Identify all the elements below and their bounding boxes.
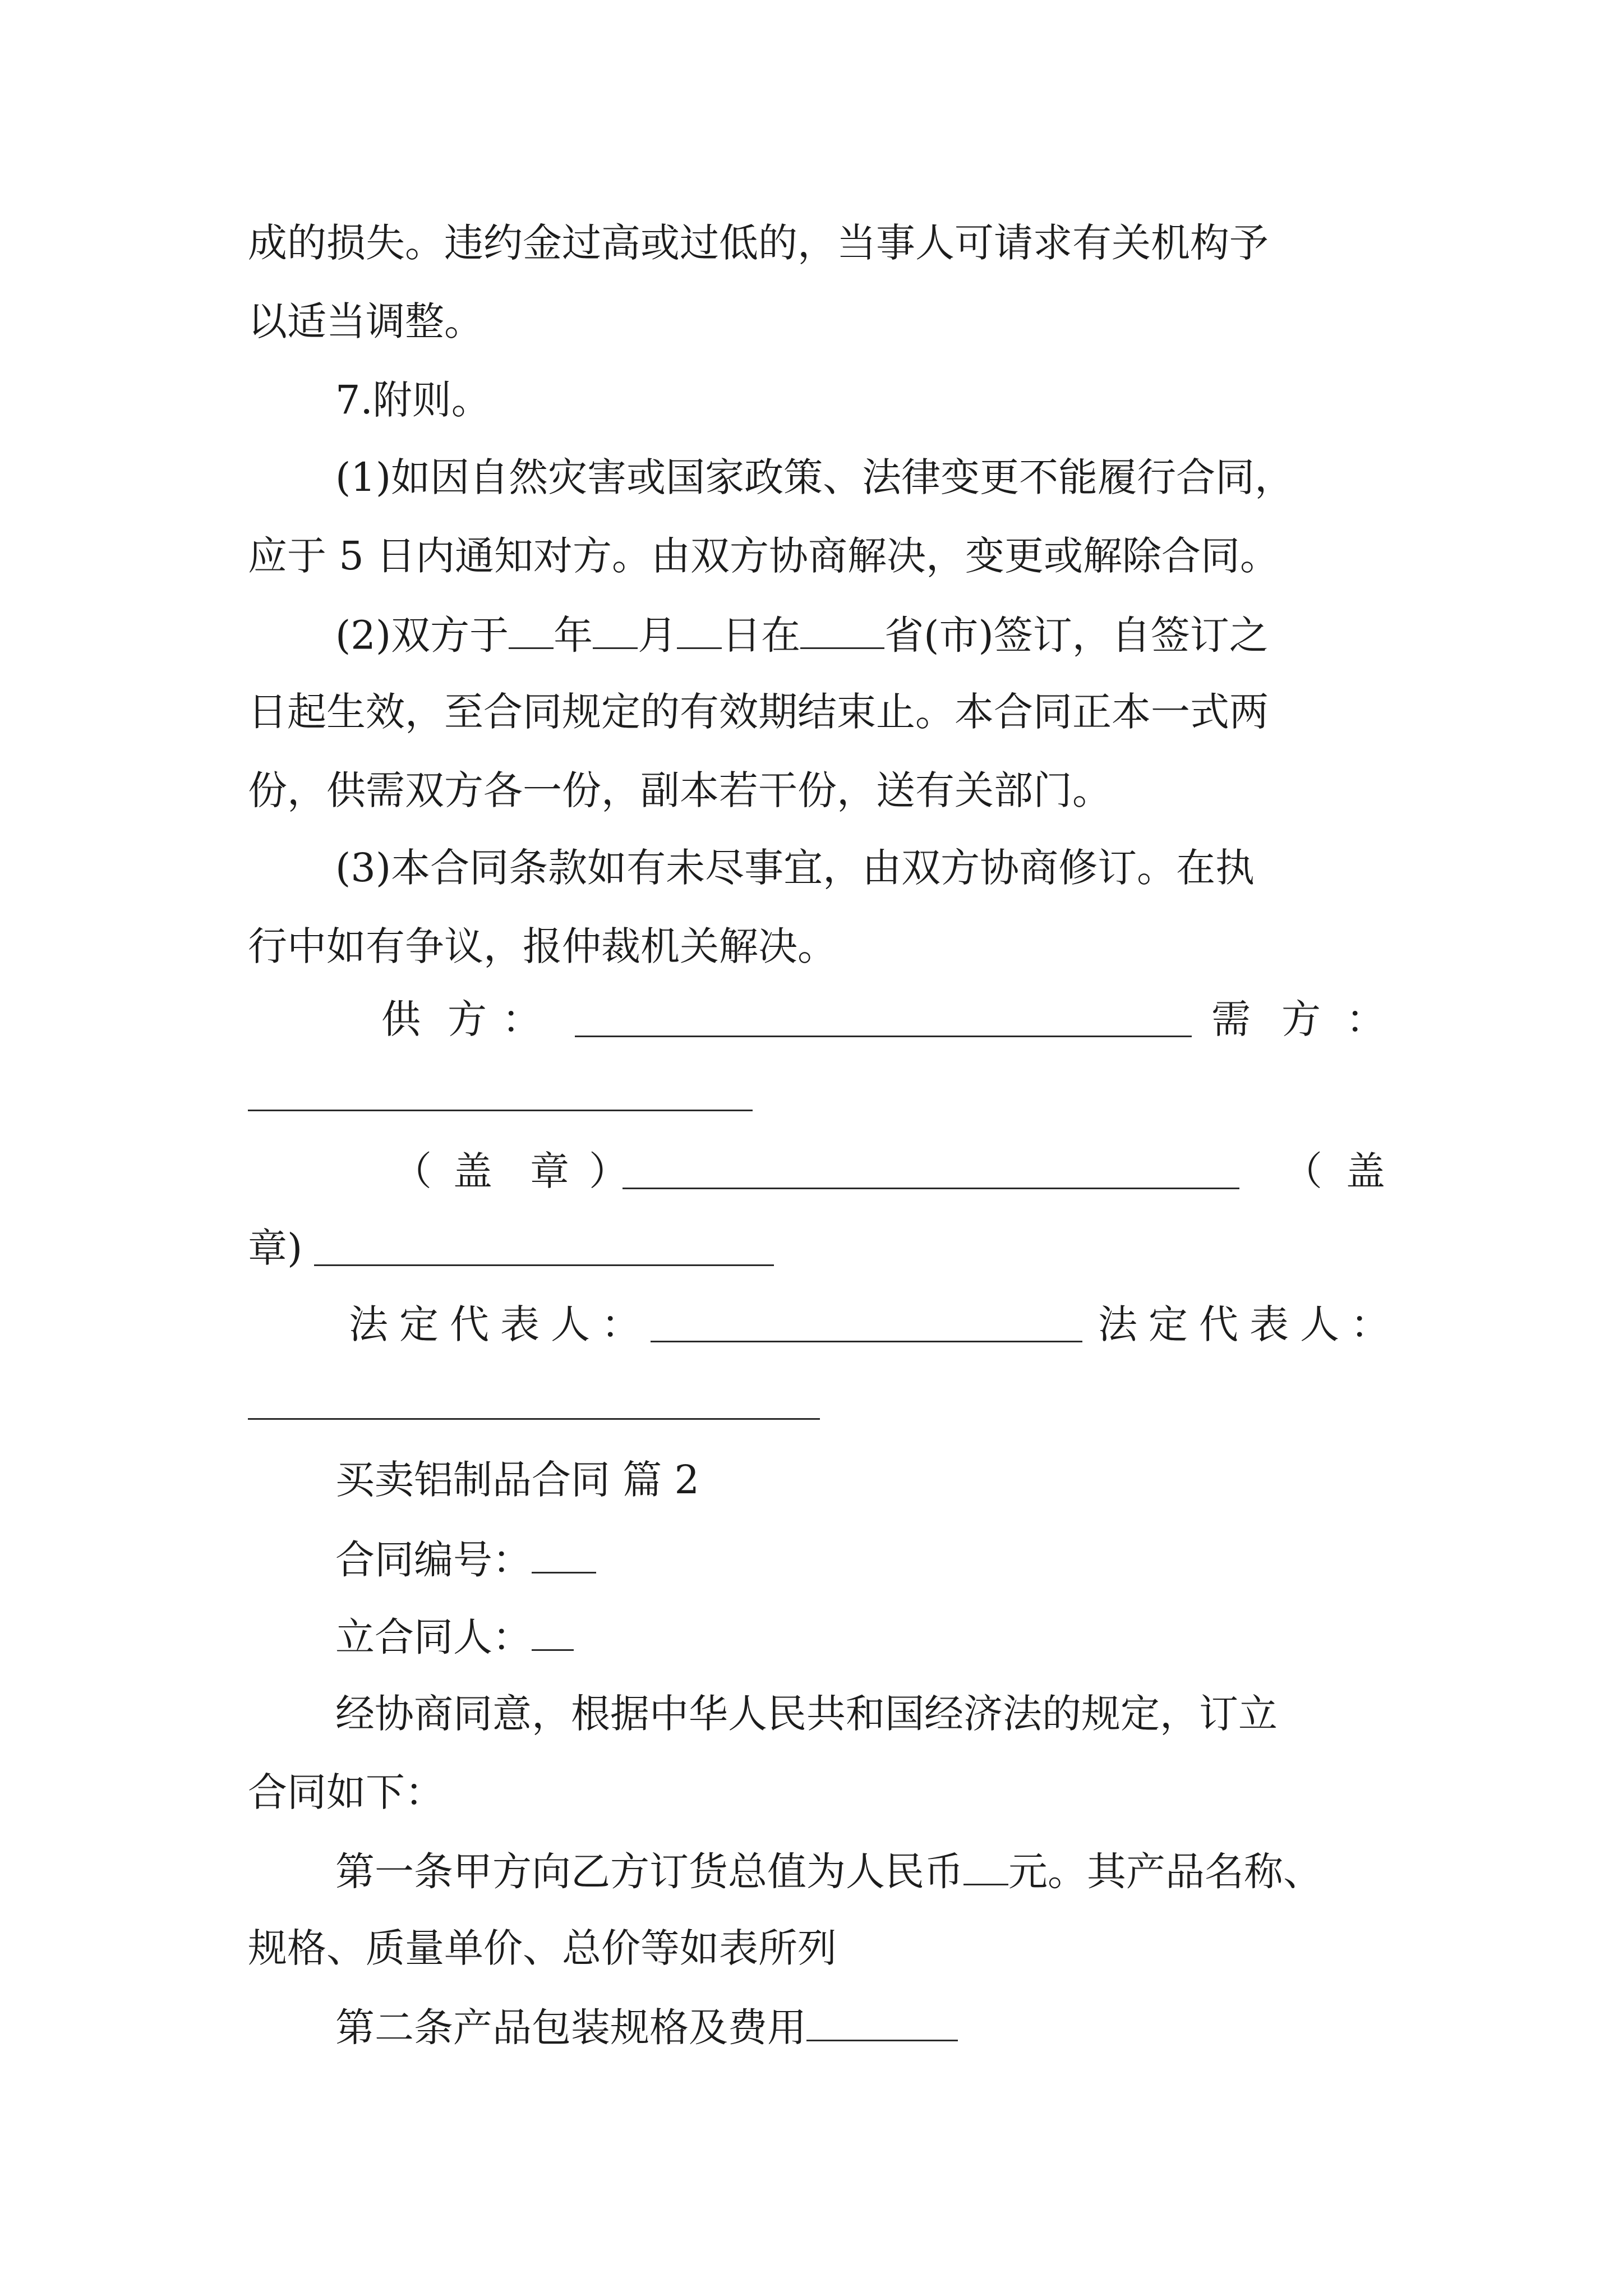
seal-paren: ） <box>589 1148 628 1194</box>
parties-label: 立合同人： <box>335 1614 532 1660</box>
month-blank <box>593 614 638 649</box>
paragraph-line: 以适当调整。 <box>248 298 483 344</box>
seal-paren: （ <box>1283 1148 1322 1194</box>
article-1-text: 第一条甲方向乙方订货总值为人民币 <box>335 1848 963 1895</box>
article-2-line <box>335 2004 958 2051</box>
clause-2-text: 省(市)签订，自签订之 <box>884 612 1269 659</box>
label-char: 定 <box>399 1301 439 1347</box>
supplier-signature-line <box>575 1036 1192 1037</box>
legal-rep-line-2 <box>248 1418 820 1420</box>
label-char: ： <box>601 1301 640 1347</box>
section-heading: 7.附则。 <box>335 377 491 423</box>
parties-line <box>335 1614 574 1660</box>
article-1-text: 元。其产品名称、 <box>1008 1848 1322 1895</box>
total-value-blank <box>963 1850 1008 1885</box>
buyer-label-char: 需 <box>1211 996 1251 1042</box>
supplier-label-char: 方 <box>448 996 487 1042</box>
contract-number-blank <box>532 1538 596 1573</box>
label-char: 人 <box>551 1301 590 1347</box>
packaging-blank <box>806 2006 958 2041</box>
buyer-signature-line <box>248 1110 753 1111</box>
label-char: 人 <box>1300 1301 1339 1347</box>
buyer-seal-line <box>314 1264 774 1266</box>
buyer-label-colon: ： <box>1346 996 1385 1042</box>
clause-2-text: 年 <box>554 612 593 659</box>
clause-2-line: 日起生效，至合同规定的有效期结束止。本合同正本一式两 <box>248 689 1269 735</box>
label-char: 代 <box>450 1301 489 1347</box>
supplier-label-char: 供 <box>381 996 421 1042</box>
clause-2-text: (2)双方于 <box>335 612 509 659</box>
contract-number-label: 合同编号： <box>335 1536 532 1583</box>
seal-char: 盖 <box>1346 1148 1385 1194</box>
seal-char: 章 <box>530 1148 569 1194</box>
article-1-line: 规格、质量单价、总价等如表所列 <box>248 1925 837 1971</box>
article-2-text: 第二条产品包装规格及费用 <box>335 2004 806 2051</box>
day-blank <box>677 614 722 649</box>
buyer-label-char: 方 <box>1281 996 1321 1042</box>
clause-2-line <box>335 612 1269 659</box>
label-char: 法 <box>349 1301 388 1347</box>
clause-2-line: 份，供需双方各一份，副本若干份，送有关部门。 <box>248 767 1112 813</box>
legal-rep-label-2 <box>1098 1301 1390 1347</box>
label-char: ： <box>1350 1301 1390 1347</box>
legal-rep-line-1 <box>651 1341 1082 1342</box>
clause-2-text: 日在 <box>722 612 801 659</box>
clause-2-text: 月 <box>638 612 677 659</box>
intro-line: 经协商同意，根据中华人民共和国经济法的规定，订立 <box>335 1691 1278 1737</box>
clause-1-line: (1)如因自然灾害或国家政策、法律变更不能履行合同， <box>335 454 1294 500</box>
contract-number-line <box>335 1536 596 1583</box>
label-char: 代 <box>1199 1301 1238 1347</box>
seal-paren: （ <box>393 1148 432 1194</box>
seal-line-continued: 章) <box>248 1225 303 1271</box>
year-blank <box>509 614 554 649</box>
part-2-title: 买卖铝制品合同 篇 2 <box>335 1457 700 1503</box>
clause-1-line: 应于 5 日内通知对方。由双方协商解决，变更或解除合同。 <box>248 533 1280 579</box>
label-char: 表 <box>1249 1301 1289 1347</box>
label-char: 定 <box>1149 1301 1188 1347</box>
label-char: 法 <box>1098 1301 1137 1347</box>
seal-char: 盖 <box>453 1148 492 1194</box>
supplier-seal-line <box>623 1188 1239 1189</box>
clause-3-line: (3)本合同条款如有未尽事宜，由双方协商修订。在执 <box>335 845 1255 891</box>
paragraph-line: 成的损失。违约金过高或过低的，当事人可请求有关机构予 <box>248 220 1269 266</box>
label-char: 表 <box>500 1301 540 1347</box>
intro-line: 合同如下： <box>248 1769 444 1815</box>
article-1-line <box>335 1848 1322 1895</box>
legal-rep-label-1 <box>349 1301 640 1347</box>
parties-blank <box>532 1616 574 1651</box>
clause-3-line: 行中如有争议，报仲裁机关解决。 <box>248 923 837 969</box>
province-blank <box>800 614 884 649</box>
supplier-label-colon: ： <box>502 996 541 1042</box>
